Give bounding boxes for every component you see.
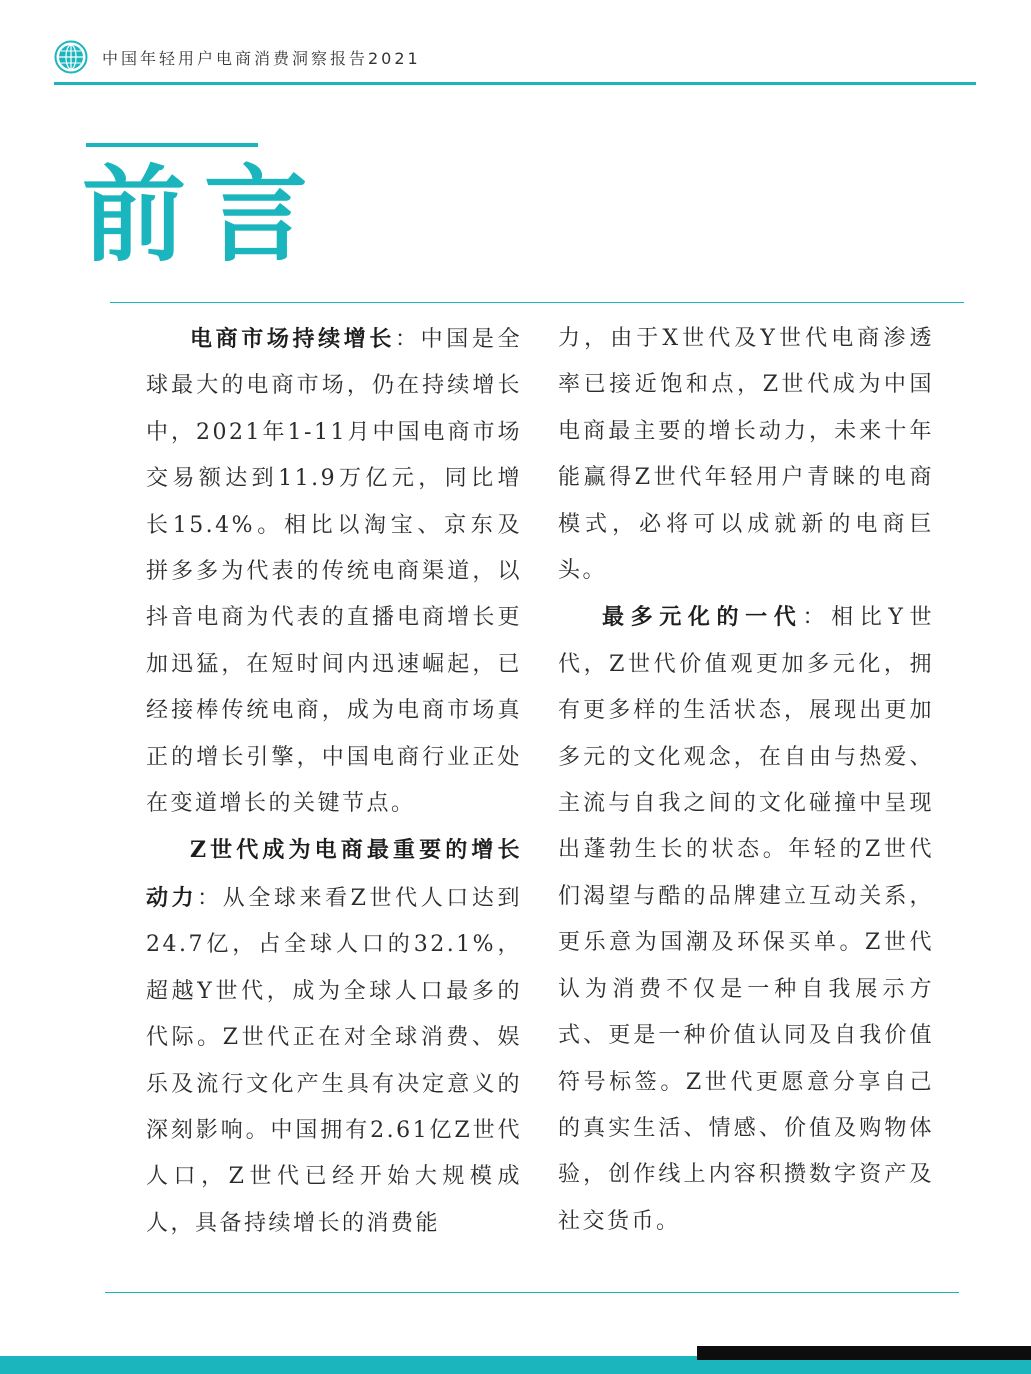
footer-dark-bar (697, 1346, 1031, 1360)
report-title: 中国年轻用户电商消费洞察报告2021 (102, 48, 421, 68)
paragraph-market-growth (146, 316, 522, 827)
paragraph-most-diverse-generation (558, 594, 934, 1245)
paragraph-body: ：中国是全球最大的电商市场，仍在持续增长中，2021年1-11月中国电商市场交易额达到11.9万亿元，同比增长15.4%。相比以淘宝、京东及拼多多为代表的传统电商渠道，以抖音电商为代表的直播电商增长更加迅猛，在短时间内迅速崛起，已经接棒传统电商，成为电商市场真正的增长引擎，中国电商行业正处在变道增长的关键节点。 (146, 327, 522, 817)
paragraph-heading: 电商市场持续增长 (190, 326, 395, 352)
paragraph-body: 力，由于X世代及Y世代电商渗透率已接近饱和点，Z世代成为中国电商最主要的增长动力，未来十年能赢得Z世代年轻用户青睐的电商模式，必将可以成就新的电商巨头。 (558, 326, 934, 584)
page-title: 前言 (82, 154, 327, 276)
paragraph-body: ：从全球来看Z世代人口达到24.7亿，占全球人口的32.1%，超越Y世代，成为全球人口最多的代际。Z世代正在对全球消费、娱乐及流行文化产生具有决定意义的深刻影响。中国拥有2.61亿Z世代人口，Z世代已经开始大规模成人，具备持续增长的消费能 (146, 885, 522, 1236)
content-top-divider (110, 302, 964, 303)
paragraph-heading: 最多元化的一代 (602, 604, 803, 631)
report-header (54, 38, 421, 76)
paragraph-body: ：相比Y世代，Z世代价值观更加多元化，拥有更多样的生活状态，展现出更加多元的文化观念，在自由与热爱、主流与自我之间的文化碰撞中呈现出蓬勃生长的状态。年轻的Z世代们渴望与酷的品牌建立互动关系，更乐意为国潮及环保买单。Z世代认为消费不仅是一种自我展示方式、更是一种价值认同及自我价值符号标签。Z世代更愿意分享自己的真实生活、情感、价值及购物体验，创作线上内容积攒数字资产及社交货币。 (558, 605, 934, 1234)
title-accent-bar (86, 143, 258, 147)
header-divider (54, 82, 976, 85)
left-column (146, 316, 522, 1247)
globe-icon (54, 40, 88, 74)
paragraph-gen-z-growth (146, 827, 522, 1247)
paragraph-heading: Z世代成为电商最重要的增长动力 (146, 837, 522, 911)
paragraph-gen-z-growth-continued (558, 316, 934, 594)
content-bottom-divider (105, 1292, 959, 1293)
right-column (558, 316, 934, 1245)
